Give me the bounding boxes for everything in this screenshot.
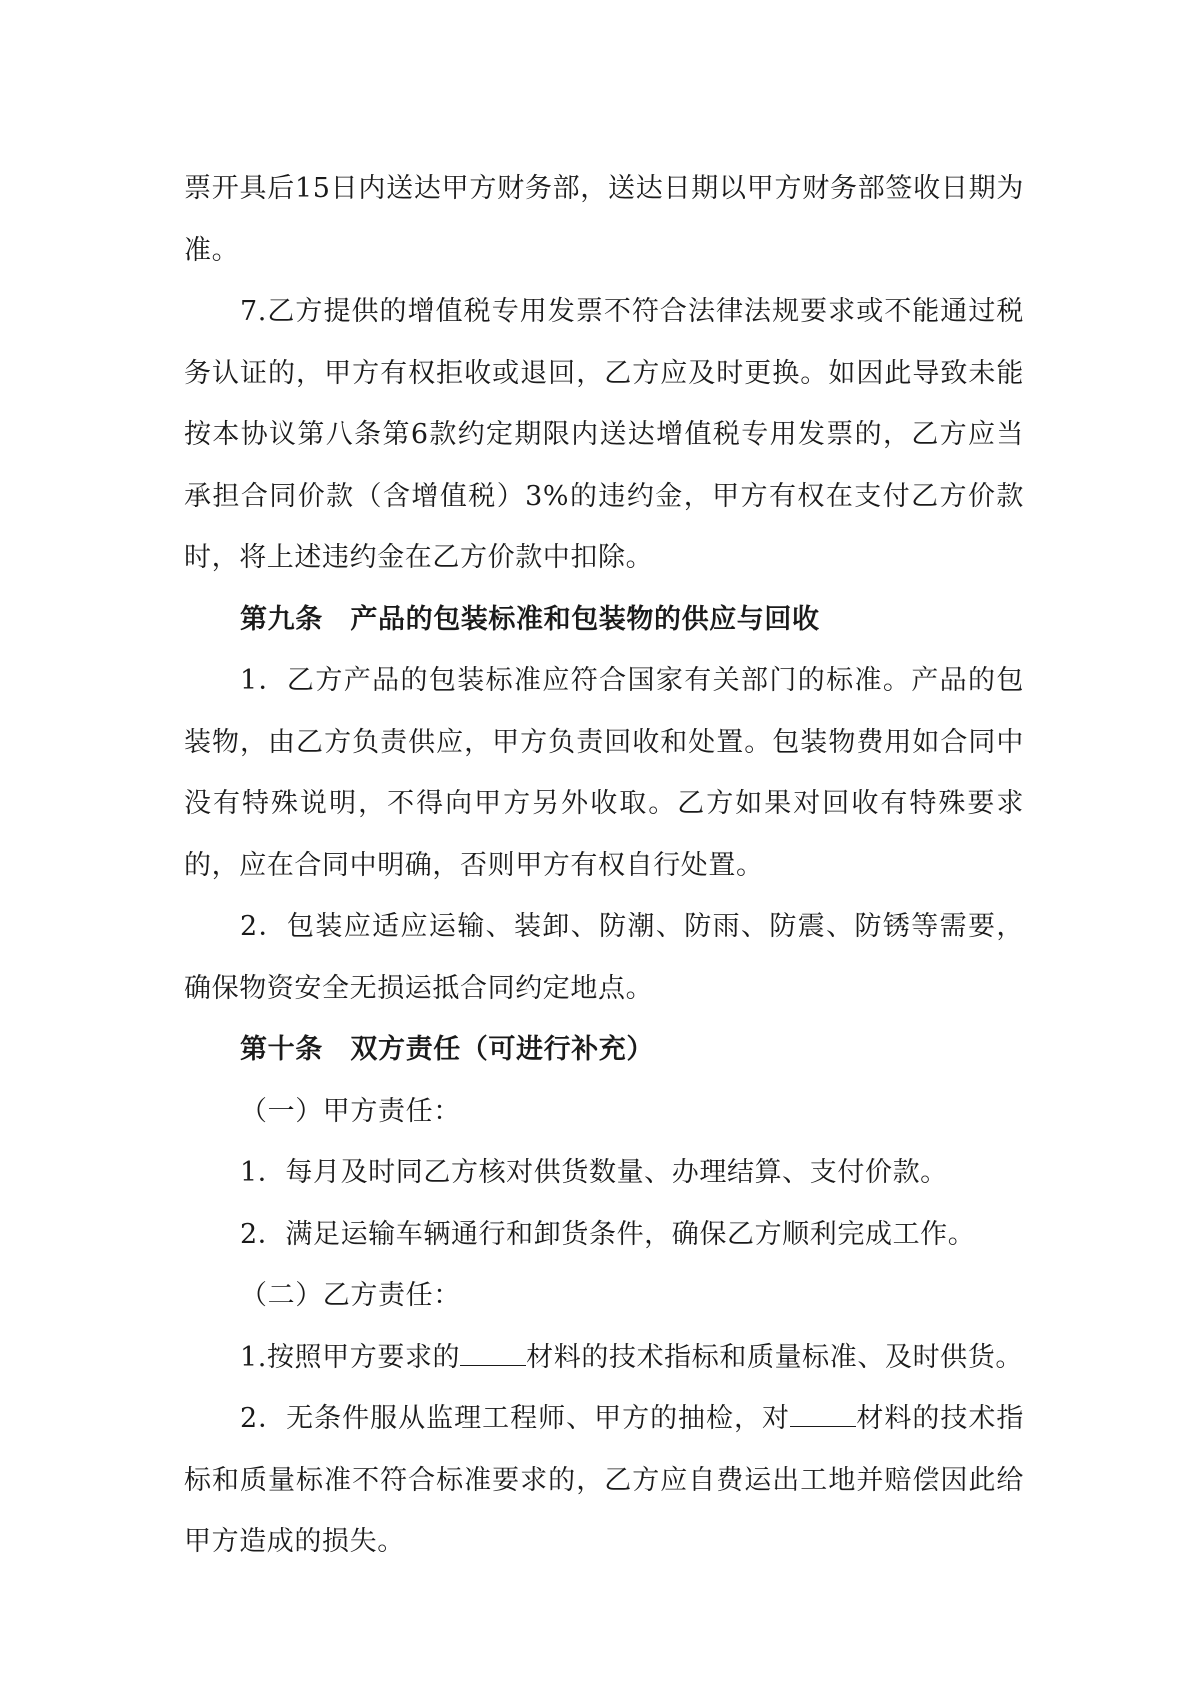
- paragraph-packaging-standard: 1．乙方产品的包装标准应符合国家有关部门的标准。产品的包装物，由乙方负责供应，甲方负责回收和处置。包装物费用如合同中没有特殊说明，不得向甲方另外收取。乙方如果对回收有特殊要求的，应在合同中明确，否则甲方有权自行处置。: [184, 665, 1024, 881]
- subheading-party-b-duties: （二）乙方责任：: [240, 1280, 461, 1311]
- paragraph-party-b-duty-2: [184, 1388, 1024, 1573]
- paragraph-party-b-duty-1: [184, 1327, 1024, 1389]
- fill-in-blank-line: [460, 1343, 526, 1366]
- document-body: [184, 158, 1024, 1573]
- subheading-party-a-duties: （一）甲方责任：: [240, 1095, 461, 1127]
- party-b-duty-2-end: 材料的技术指标和质量标准不符合标准要求的，乙方应自费运出工地并赔偿因此给甲方造成的损失。: [184, 1403, 1024, 1557]
- paragraph-packaging-requirements: 2．包装应适应运输、装卸、防潮、防雨、防震、防锈等需要，确保物资安全无损运抵合同约定地点。: [184, 911, 1024, 1004]
- paragraph-clause-7: 7.乙方提供的增值税专用发票不符合法律法规要求或不能通过税务认证的，甲方有权拒收或退回，乙方应及时更换。如因此导致未能按本协议第八条第6款约定期限内送达增值税专用发票的，乙方应当承担合同价款（含增值税）3%的违约金，甲方有权在支付乙方价款时，将上述违约金在乙方价款中扣除。: [184, 296, 1024, 573]
- fill-in-blank-line: [790, 1404, 856, 1427]
- paragraph-invoice-delivery: 票开具后15日内送达甲方财务部，送达日期以甲方财务部签收日期为准。: [184, 173, 1024, 266]
- heading-article-10: 第十条 双方责任（可进行补充）: [240, 1034, 654, 1065]
- party-b-duty-1-end: 材料的技术指标和质量标准、及时供货。: [526, 1341, 1023, 1373]
- party-b-duty-1-start: 1.按照甲方要求的: [240, 1341, 461, 1373]
- party-b-duty-2-start: 2．无条件服从监理工程师、甲方的抽检，对: [240, 1403, 791, 1434]
- heading-article-9: 第九条 产品的包装标准和包装物的供应与回收: [240, 603, 820, 635]
- paragraph-party-a-duty-1: 1．每月及时同乙方核对供货数量、办理结算、支付价款。: [240, 1157, 948, 1188]
- paragraph-party-a-duty-2: 2．满足运输车辆通行和卸货条件，确保乙方顺利完成工作。: [240, 1218, 976, 1250]
